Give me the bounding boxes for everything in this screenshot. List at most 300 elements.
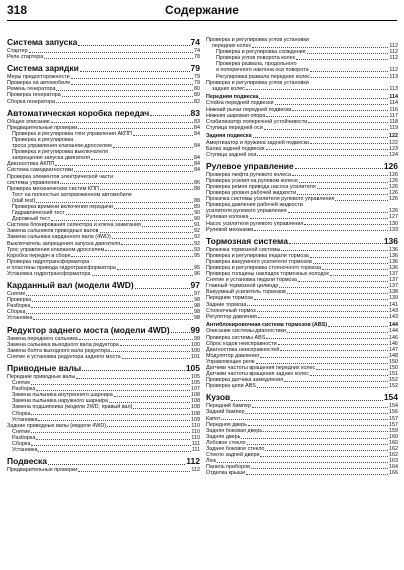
toc-page-number: 110 [191,422,200,429]
dot-leader [111,351,190,352]
toc-entry-title: Установка [12,416,38,423]
toc-page-number: 98 [194,303,200,310]
dot-leader [330,275,388,276]
toc-section-heading [206,161,398,172]
toc-entry-title: Диагностика неисправностей [206,346,280,353]
dot-leader [278,344,388,345]
toc-entry-title: Рулевое управление [206,160,294,171]
toc-page-number: 126 [389,177,398,184]
dot-leader [92,275,193,276]
toc-page-number: 93 [194,246,200,253]
toc-entry-title: Проверка ремня привода насоса усилителя [206,183,316,190]
toc-entry-title: Снятие [12,380,31,387]
toc-entry-title: Сброс кодов неисправности [206,340,277,347]
page-title: Содержание [165,3,239,17]
toc-page-number: 163 [389,458,398,465]
dot-leader [252,407,388,408]
dot-leader [217,462,388,463]
toc-page-number: 83 [190,107,200,118]
toc-entry-title: Сборка [12,440,31,447]
toc-entry-title: Рулевой механизм [206,226,254,233]
toc-entry-title: Стойка передней подвески [206,100,274,107]
toc-page-number: 143 [389,307,398,314]
dot-leader [280,350,388,351]
toc-page-number: 99 [190,324,200,335]
toc-page-number: 83 [194,118,200,125]
dot-leader [288,212,389,213]
dot-leader [120,345,190,346]
dot-leader [78,471,190,472]
toc-page-number: 78 [194,54,200,61]
toc-entry-title: передних колес [212,43,252,50]
toc-entry-title: Установка [12,447,38,454]
toc-entry-title: Проверка и регулировка углов установки [206,79,309,86]
toc-entry-title: Капот [206,415,221,422]
dot-leader [31,307,193,308]
dot-leader [295,168,383,169]
toc-entry-title: Описание системы диагностики [206,328,286,335]
toc-entry-title: Снятие и установка редуктора заднего моста [7,353,121,360]
toc-entry-title: системы управления [7,179,60,186]
toc-entry-title: Приводные валы [7,362,82,373]
dot-leader [241,438,388,439]
dot-leader [310,375,388,376]
toc-page-number: 143 [389,313,398,320]
toc-page-number: 148 [389,352,398,359]
dot-leader [251,468,388,469]
toc-page-number: 111 [191,440,200,447]
toc-entry-title: и пластины привода гидротрансформатора [7,264,116,271]
toc-entry-title: Сборка [7,309,26,316]
toc-page-number: 114 [389,100,398,107]
toc-entry-title: Проверка на автомобиле [7,80,71,87]
toc-page-number: 118 [389,118,398,125]
dot-leader [55,165,193,166]
toc-page-number: 122 [389,132,398,139]
dot-leader [266,149,388,150]
dot-leader [257,155,388,156]
dot-leader [142,226,193,227]
toc-page-number: 97 [190,280,200,291]
toc-page-number: 137 [389,283,398,290]
dot-leader [247,444,388,445]
toc-page-number: 74 [194,48,200,54]
toc-page-number: 88 [194,185,200,192]
toc-section-heading [7,37,200,48]
toc-entry-title: Стекло задней двери [206,452,260,459]
toc-entry-title: Прокачка системы усилителя рулевого управления [206,196,335,203]
dot-leader [287,332,388,333]
dot-leader [36,439,190,440]
toc-entry-title: Ступица передней оси [206,124,263,131]
dot-leader [91,159,193,160]
toc-entry-title: Насос усилителя рулевого управления [206,220,304,227]
toc-entry [7,467,200,473]
dot-leader [250,218,389,219]
toc-page-number: 160 [389,439,398,446]
toc-entry-title: Регулятор давления [206,313,257,320]
dot-leader [74,171,193,172]
dot-leader [113,147,193,148]
toc-page-number: 84 [194,167,200,174]
toc-page-number: 141 [389,301,398,308]
dot-leader [171,332,190,333]
toc-page-number: 95 [194,252,200,259]
toc-page-number: 108 [191,392,200,399]
dot-leader [289,243,383,244]
toc-page-number: 79 [190,63,200,74]
toc-entry [206,314,398,320]
dot-leader [246,89,388,90]
toc-entry-title: (stall test) [12,197,36,204]
dot-leader [36,390,190,391]
toc-page-number: 84 [194,130,200,137]
toc-entry [206,470,398,476]
dot-leader [310,257,388,258]
toc-entry-title: Стабилизатор поперечной устойчивости [206,118,308,125]
toc-page-number: 110 [191,428,200,435]
dot-leader [71,84,193,85]
toc-page-number: 80 [194,92,200,99]
toc-entry-title: Кузов [206,392,231,403]
toc-entry-title: Замена подшипника (модели 2WD, правый вал) [12,404,133,411]
dot-leader [100,189,193,190]
toc-page-number: 112 [389,67,398,74]
dot-leader [109,402,190,403]
toc-entry-title: Автоматическая коробка передач [7,107,150,118]
toc-entry-title: Разборка [12,386,36,393]
toc-entry-title: Задние тормоза [206,301,247,308]
dot-leader [117,269,193,270]
toc-page-number: 162 [389,452,398,459]
toc-page-number: 89 [194,203,200,210]
toc-page-number: 110 [191,434,200,441]
dot-leader [105,250,193,251]
toc-entry [206,227,398,233]
toc-page-number: 113 [389,85,398,92]
dot-leader [29,52,193,53]
toc-page-number: 157 [389,421,398,428]
toc-entry-title: Установка [7,315,33,322]
dot-leader [313,263,388,264]
toc-entry-title: Установка гидротрансформатора [7,271,91,277]
toc-entry-title: Заднее боковое стекло [206,446,265,453]
dot-leader [298,281,388,282]
dot-leader [266,116,388,117]
toc-entry-title: запрещения запуска двигателя [12,155,90,162]
toc-page-number: 126 [389,208,398,215]
toc-entry-title: Антиблокировочная система тормозов (ABS) [206,321,328,328]
dot-leader [328,326,388,327]
toc-page-number: 98 [194,315,200,322]
toc-entry-title: Проверка вакуумного усилителя тормозов [206,258,312,265]
toc-page-number: 91 [194,222,200,229]
toc-page-number: 152 [389,383,398,390]
toc-page-number: 126 [389,196,398,203]
dot-leader [82,370,185,371]
toc-entry-title: Проверка давления рабочей жидкости [206,202,303,209]
dot-leader [31,414,190,415]
toc-entry-title: Проверка уровня рабочей жидкости [206,190,297,197]
toc-entry-title: Задний бампер [206,409,245,416]
toc-entry-title: Балка задней подвески [206,145,265,152]
toc-entry-title: Проверка цепи ABS [206,383,256,390]
toc-page-number: 101 [191,353,200,360]
toc-entry-title: Снятие и установка педали тормоза [206,277,297,284]
toc-entry-title: Гидравлический тест [12,210,65,217]
toc-entry-title: троса управления клапаном-дросселем [12,143,112,150]
toc-entry-title: и поперечного наклона оси поворота [216,67,309,74]
dot-leader [62,96,193,97]
dot-leader [31,432,190,433]
dot-leader [287,293,388,294]
toc-page-number: 136 [383,235,398,246]
toc-page-number: 123 [389,145,398,152]
toc-entry-title: Коробка передач в сборе [7,252,71,259]
toc-entry-title: Проверка и регулировка стояночного тормоза [206,265,322,271]
toc-entry-title: Проверка датчика замедления [206,377,284,384]
dot-leader [51,122,193,123]
toc-page-number: 90 [194,210,200,217]
toc-page-number: 147 [389,346,398,353]
toc-page-number: 126 [389,171,398,178]
toc-entry [7,99,200,105]
toc-entry-title: Задняя боковая дверь [206,427,263,434]
toc-entry-title: Система самодиагностики [7,167,74,174]
dot-leader [80,71,190,72]
toc-entry [206,152,398,158]
toc-entry-title: Проверка гидротрансформатора [7,258,90,265]
toc-entry-title: Проверка развала, продольного [216,61,297,68]
dot-leader [275,104,389,105]
toc-page-number: 112 [186,456,200,467]
toc-page-number: 119 [389,124,398,131]
toc-page-number: 136 [389,265,398,271]
dot-leader [248,425,388,426]
dot-leader [31,384,190,385]
dot-leader [257,311,388,312]
toc-right-column [206,37,398,477]
toc-entry-title: Проверка механических систем КПП [7,185,99,192]
toc-page-number: 92 [194,240,200,247]
dot-leader [60,183,193,184]
toc-entry-title: Проверка усилия на рулевом колесе [206,177,298,184]
dot-leader [257,387,388,388]
toc-entry-title: Нижний рычаг передней подвески [206,106,292,113]
dot-leader [263,431,388,432]
toc-page-number: 144 [389,328,398,335]
dot-leader [71,256,193,257]
toc-page-number: 162 [389,446,398,453]
toc-page-number: 98 [194,297,200,304]
toc-page-number: 100 [191,347,200,354]
toc-page-number: 99 [194,335,200,342]
toc-section-heading [7,108,200,119]
toc-entry-title: Разборка [12,434,36,441]
toc-entry-title: Замена болта выходного вала редуктора [7,347,111,354]
toc-entry-title: Выключатель запрещения запуска двигателя [7,240,121,247]
toc-page-number: 157 [389,415,398,422]
dot-leader [221,419,388,420]
toc-entry-title: Реле стартера [7,54,44,61]
dot-leader [259,98,388,99]
dot-leader [133,408,190,409]
toc-page-number: 112 [389,55,398,62]
toc-entry-title: Проверка генератора [7,92,61,99]
toc-page-number: 84 [194,143,200,150]
toc-entry-title: Проверка [7,297,32,304]
toc-entry-title: Трос управления клапаном-дросселем [7,246,105,253]
toc-entry-title: Главный тормозной цилиндр [206,283,279,290]
toc-page-number: 108 [191,410,200,417]
dot-leader [26,313,193,314]
toc-section-heading [7,456,200,467]
dot-leader [253,137,388,138]
dot-leader [260,456,388,457]
page-number: 318 [7,3,28,17]
toc-section-heading [7,325,200,336]
toc-section-heading [206,236,398,247]
toc-page-number: 90 [194,216,200,223]
dot-leader [36,202,193,203]
toc-entry-title: Проверка и регулировка педали тормоза [206,252,309,259]
toc-entry-title: Проверка элементов электрической части [7,173,113,180]
toc-entry-title: Проверка углов поворота колес [216,55,296,62]
toc-page-number: 95 [194,264,200,271]
dot-leader [310,143,388,144]
dot-leader [71,78,193,79]
toc-entry [7,354,200,360]
toc-page-number: 136 [389,258,398,265]
dot-leader [316,369,388,370]
toc-entry-title: Передняя подвеска [206,93,259,100]
dot-leader [100,232,193,233]
dot-leader [150,115,189,116]
toc-page-number: 107 [191,386,200,393]
dot-leader [296,59,388,60]
toc-page-number: 137 [389,271,398,278]
toc-page-number: 127 [389,214,398,221]
dot-leader [107,426,190,427]
toc-subsection-heading [206,322,398,329]
toc-page-number: 109 [191,416,200,423]
toc-entry [206,125,398,131]
dot-leader [76,378,190,379]
dot-leader [307,53,389,54]
toc-entry-title: Датчики частоты вращения передних колес [206,365,316,371]
toc-entry-title: Тест на полностью заторможенном автомобиле [12,191,132,198]
toc-page-number: 80 [194,86,200,93]
dot-leader [135,288,190,289]
dot-leader [133,135,193,136]
toc-page-number: 92 [194,228,200,235]
toc-entry-title: Управляющее реле [206,358,255,365]
toc-page-number: 79 [194,80,200,87]
toc-page-number: 98 [194,309,200,316]
dot-leader [112,238,193,239]
toc-entry-title: Прокачка тормозной системы [206,246,281,253]
toc-page-number: 124 [389,151,398,158]
toc-entry-title: Вакуумный усилитель тормозов [206,289,286,296]
toc-page-number: 92 [194,234,200,241]
toc-entry-title: Задние приводные валы (модели 4WD) [7,422,107,429]
toc-left-column [7,37,200,473]
dot-leader [247,305,388,306]
dot-leader [32,301,193,302]
toc-page-number: 108 [191,404,200,411]
dot-leader [26,295,193,296]
toc-entry-title: Разборка [7,303,31,310]
dot-leader [311,77,388,78]
dot-leader [299,182,388,183]
dot-leader [304,224,388,225]
toc-page-number: 126 [383,160,398,171]
toc-entry-title: Предварительные проверки [7,124,78,131]
toc-entry [206,383,398,389]
toc-entry-title: Система зарядки [7,63,79,74]
toc-entry-title: Проверка толщины накладок тормозных колодок [206,271,329,278]
dot-leader [264,129,389,130]
dot-leader [31,445,190,446]
toc-entry-title: задних колес [212,85,245,92]
dot-leader [252,47,388,48]
toc-entry-title: Замена сальников приводных валов [7,228,99,235]
toc-section-heading [7,280,200,291]
toc-entry-title: Передний бампер [206,403,251,410]
toc-page-number: 105 [191,373,200,380]
toc-page-number: 113 [389,73,398,80]
dot-leader [258,317,388,318]
toc-page-number: 112 [389,49,398,56]
toc-page-number: 112 [191,467,200,474]
toc-page-number: 111 [191,447,200,454]
toc-page-number: 156 [389,409,398,416]
toc-entry-title: Дорожный тест [12,216,51,223]
toc-entry-title: Замена переднего сальника [7,335,78,342]
toc-page-number: 126 [389,183,398,190]
dot-leader [297,194,388,195]
dot-leader [121,244,193,245]
toc-page-number: 84 [194,124,200,131]
dot-leader [256,363,388,364]
toc-entry-title: Проверка и регулировка углов установки [206,37,309,43]
toc-entry-title: Сборка генератора [7,98,56,105]
dot-leader [265,450,388,451]
toc-entry-title: Система блокирования селектора и ключа зажигания [7,222,141,229]
toc-page-number: 136 [389,252,398,259]
dot-leader [33,319,193,320]
toc-page-number: 146 [389,334,398,341]
toc-page-number: 84 [194,155,200,162]
toc-entry [7,315,200,321]
toc-page-number: 126 [389,190,398,197]
toc-entry-title: Отделка крыши [206,470,246,477]
toc-page-number: 166 [389,470,398,477]
toc-page-number: 150 [389,365,398,371]
toc-entry-title: Подвеска [7,456,48,467]
toc-entry-title: Проверка и регулировка схождения [216,49,306,56]
toc-entry-title: Редуктор заднего моста (модели 4WD) [7,324,170,335]
toc-entry-title: Замена сальника выходного вала редуктора [7,341,119,348]
toc-entry-title: Панель приборов [206,464,250,471]
dot-leader [279,287,388,288]
toc-entry-title: усилителя рулевого управления [206,208,287,215]
dot-leader [292,110,388,111]
toc-page-number: 108 [191,398,200,405]
toc-entry-title: Стартер [7,48,28,54]
dot-leader [254,299,388,300]
dot-leader [310,71,389,72]
